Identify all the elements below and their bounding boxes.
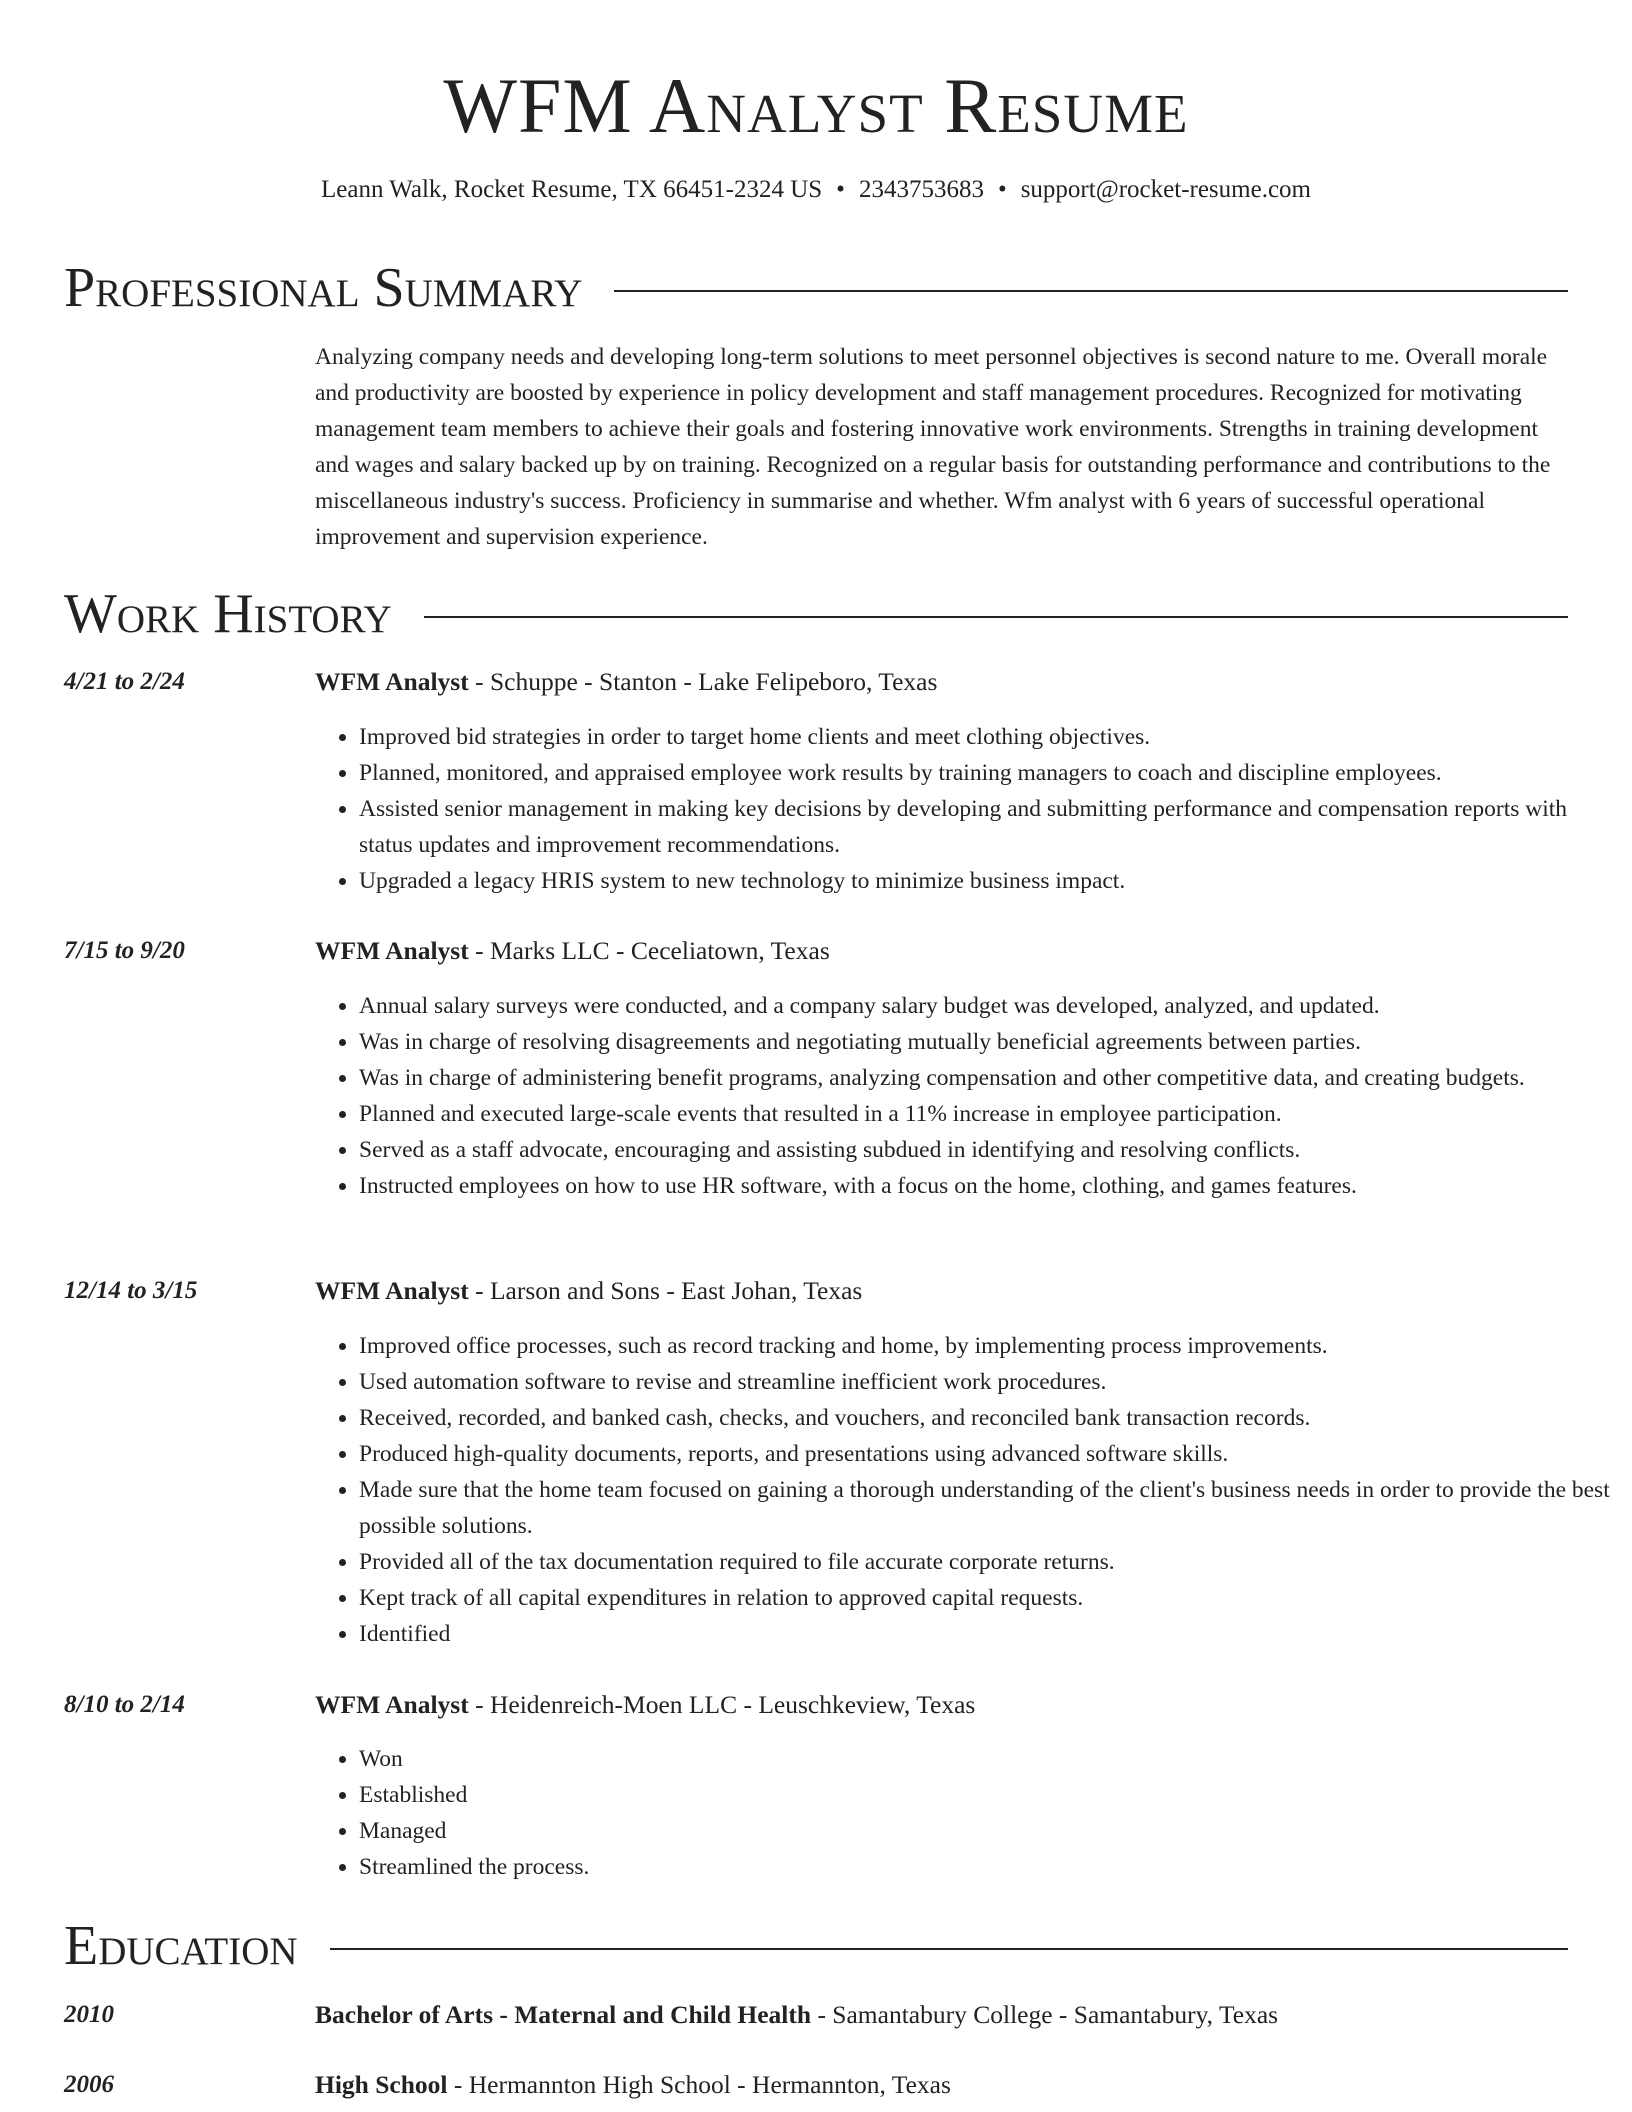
contact-line xyxy=(0,173,1632,207)
job-title: WFM Analyst xyxy=(315,936,469,965)
job-title: WFM Analyst xyxy=(315,1276,469,1305)
job-details: - Schuppe - Stanton - Lake Felipeboro, Texas xyxy=(468,667,938,696)
job-dates: 8/10 to 2/14 xyxy=(64,1691,185,1718)
job-bullets xyxy=(315,1741,1612,1885)
list-item: • Was in charge of administering benefit programs, analyzing compensation and other competitive data, and creating budgets. xyxy=(359,1060,1612,1096)
resume-title: WFM Analyst Resume xyxy=(443,62,1189,149)
education-year: 2010 xyxy=(64,2001,114,2028)
list-item: • Planned and executed large-scale events that resulted in a 11% increase in employee participation. xyxy=(359,1096,1612,1132)
education-degree: High School xyxy=(315,2070,448,2099)
section-divider xyxy=(424,616,1568,618)
list-item: • Won xyxy=(359,1741,1612,1777)
education-degree: Bachelor of Arts - Maternal and Child Health xyxy=(315,2000,812,2029)
list-item: • Served as a staff advocate, encouraging and assisting subdued in identifying and resolving conflicts. xyxy=(359,1132,1612,1168)
job-details: - Heidenreich-Moen LLC - Leuschkeview, Texas xyxy=(468,1690,976,1719)
list-item: • Was in charge of resolving disagreements and negotiating mutually beneficial agreements between parties. xyxy=(359,1024,1612,1060)
contact-separator: • xyxy=(997,176,1007,203)
education-heading xyxy=(315,2067,951,2103)
education-year: 2006 xyxy=(64,2071,114,2098)
job-title: WFM Analyst xyxy=(315,1690,469,1719)
section-title-work-history: Work History xyxy=(64,583,392,645)
section-title-education: Education xyxy=(64,1915,298,1977)
list-item: • Produced high-quality documents, reports, and presentations using advanced software skills. xyxy=(359,1436,1612,1472)
list-item: • Annual salary surveys were conducted, and a company salary budget was developed, analyzed, and updated. xyxy=(359,988,1612,1024)
education-heading xyxy=(315,1997,1278,2033)
education-details: - Hermannton High School - Hermannton, Texas xyxy=(447,2070,951,2099)
list-item: • Assisted senior management in making key decisions by developing and submitting performance and compensation reports with status updates and improvement recommendations. xyxy=(359,791,1612,863)
list-item: • Managed xyxy=(359,1813,1612,1849)
section-header-summary xyxy=(64,256,1568,320)
list-item: • Made sure that the home team focused on gaining a thorough understanding of the client's business needs in order to provide the best possible solutions. xyxy=(359,1472,1612,1544)
job-details: - Marks LLC - Ceceliatown, Texas xyxy=(468,936,830,965)
list-item: • Identified xyxy=(359,1616,1612,1652)
list-item: • Established xyxy=(359,1777,1612,1813)
job-heading xyxy=(315,933,830,969)
section-divider xyxy=(614,290,1568,292)
job-dates: 4/21 to 2/24 xyxy=(64,668,185,695)
list-item: • Kept track of all capital expenditures in relation to approved capital requests. xyxy=(359,1580,1612,1616)
list-item: • Provided all of the tax documentation required to file accurate corporate returns. xyxy=(359,1544,1612,1580)
job-heading xyxy=(315,1687,975,1723)
job-dates: 12/14 to 3/15 xyxy=(64,1277,198,1304)
section-header-education xyxy=(64,1914,1568,1978)
job-bullets xyxy=(315,988,1612,1204)
list-item: • Instructed employees on how to use HR software, with a focus on the home, clothing, and games features. xyxy=(359,1168,1612,1204)
list-item: • Improved bid strategies in order to target home clients and meet clothing objectives. xyxy=(359,719,1612,755)
job-title: WFM Analyst xyxy=(315,667,469,696)
list-item: • Received, recorded, and banked cash, checks, and vouchers, and reconciled bank transaction records. xyxy=(359,1400,1612,1436)
job-dates: 7/15 to 9/20 xyxy=(64,937,185,964)
job-bullets xyxy=(315,1328,1612,1652)
job-details: - Larson and Sons - East Johan, Texas xyxy=(468,1276,863,1305)
list-item: • Improved office processes, such as record tracking and home, by implementing process improvements. xyxy=(359,1328,1612,1364)
list-item: • Upgraded a legacy HRIS system to new technology to minimize business impact. xyxy=(359,863,1612,899)
section-header-work-history xyxy=(64,582,1568,646)
summary-text: Analyzing company needs and developing long-term solutions to meet personnel objectives is second nature to me. Overall morale and productivity are boosted by experience in policy development and staff management procedures. Recognized for motivating management team members to achieve their goals and fostering innovative work environments. Strengths in training development and wages and salary backed up by on training. Recognized on a regular basis for outstanding performance and contributions to the miscellaneous industry's success. Proficiency in summarise and whether. Wfm analyst with 6 years of successful operational improvement and supervision experience. xyxy=(315,344,1551,550)
contact-separator: • xyxy=(836,176,845,203)
contact-address: Leann Walk, Rocket Resume, TX 66451-2324 US xyxy=(321,176,823,203)
job-heading xyxy=(315,664,937,700)
job-heading xyxy=(315,1273,862,1309)
section-divider xyxy=(330,1948,1568,1950)
list-item: • Used automation software to revise and streamline inefficient work procedures. xyxy=(359,1364,1612,1400)
contact-phone: 2343753683 xyxy=(858,176,984,203)
education-details: - Samantabury College - Samantabury, Texas xyxy=(811,2000,1279,2029)
list-item: • Planned, monitored, and appraised employee work results by training managers to coach and discipline employees. xyxy=(359,755,1612,791)
list-item: • Streamlined the process. xyxy=(359,1849,1612,1885)
job-bullets xyxy=(315,719,1612,899)
section-title-summary: Professional Summary xyxy=(64,257,583,319)
contact-email[interactable]: support@rocket-resume.com xyxy=(1020,176,1311,203)
